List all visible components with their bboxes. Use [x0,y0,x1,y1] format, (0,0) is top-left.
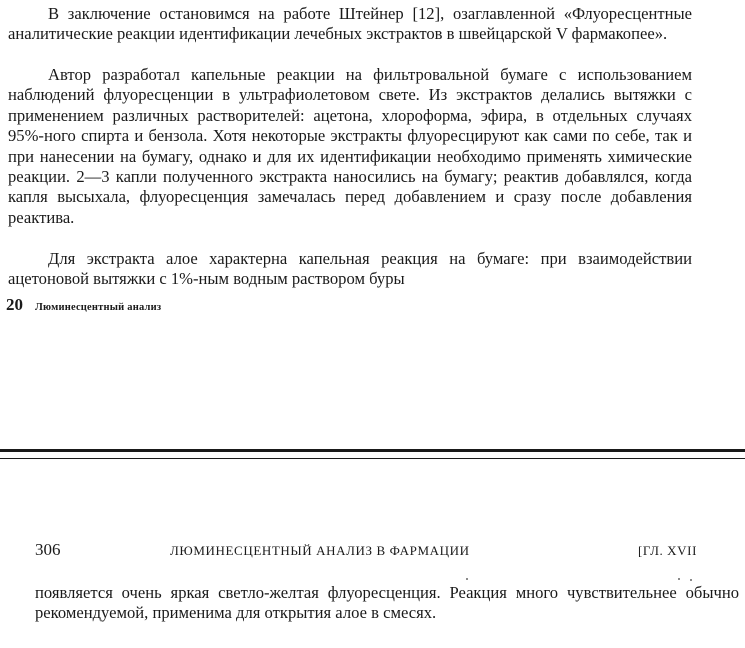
scan-speck [690,579,692,581]
paragraph-drop-reactions: Автор разработал капельные реакции на фильтровальной бумаге с использованием наблюдений флуоресценции в ультрафиолетовом свете. Из экстрактов делались вытяжки с применением различных растворителей: ацетона, хлороформа, эфира, в отдельных случаях 95%-ного спирта и бензола. Хотя некоторые экстракты флуоресцируют как сами по себе, так и при нанесении на бумагу, однако и для их идентификации необходимо применять химические реакции. 2—3 капли полученного экстракта наносились на бумагу; реактив добавлялся, когда капля высыхала, флуоресценция замечалась перед добавлением и сразу после добавления реактива. [8,65,692,227]
scan-speck [678,578,680,580]
paragraph-aloe-continued: появляется очень яркая светло-желтая флуоресценция. Реакция много чувствительнее обычно рекомендуемой, применима для открытия алое в смесях. [35,583,739,623]
page-number: 306 [35,540,61,559]
page-divider-thick [0,449,745,452]
running-title: ЛЮМИНЕСЦЕНТНЫЙ АНАЛИЗ В ФАРМАЦИИ [170,543,470,558]
paragraph-aloe-start: Для экстракта алое характерна капельная реакция на бумаге: при взаимодействии ацетоновой вытяжки с 1%-ным водным раствором буры [8,249,692,289]
signature-text: Люминесцентный анализ [35,302,162,313]
paragraph-steiner-intro: В заключение остановимся на работе Штейнер [12], озаглавленной «Флуоресцентные аналитические реакции идентификации лечебных экстрактов в швейцарской V фармакопее». [8,4,692,44]
page-divider-thin [0,458,745,459]
running-head [0,540,745,562]
page-signature [6,295,161,318]
chapter-label: [ГЛ. XVII [638,543,698,558]
scan-speck [466,578,468,580]
signature-number: 20 [6,295,23,314]
